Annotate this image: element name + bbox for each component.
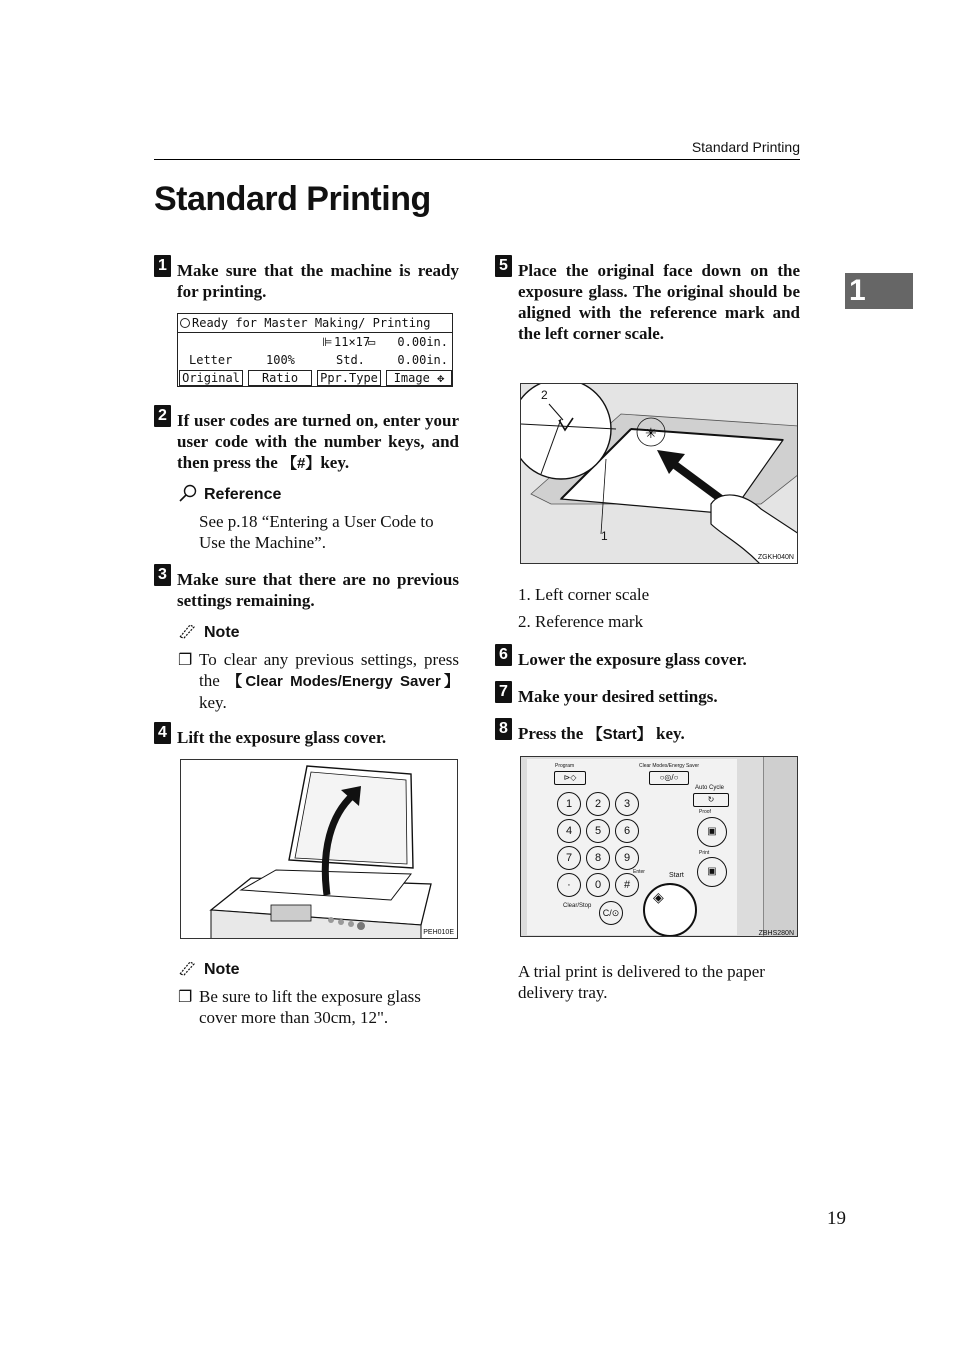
chapter-tab: 1 bbox=[845, 273, 913, 309]
keypad-figure-code: ZBHS280N bbox=[758, 930, 794, 937]
step-8-text-before: Press the bbox=[518, 724, 588, 743]
step-4-text: Lift the exposure glass cover. bbox=[177, 728, 387, 747]
start-diamond-icon: ◈ bbox=[653, 889, 664, 905]
callout-2: 2 bbox=[541, 388, 548, 402]
enter-label: Enter bbox=[633, 869, 645, 875]
cover-figure-code: PEH010E bbox=[423, 929, 454, 936]
step-5-number: 5 bbox=[495, 255, 512, 277]
key-3[interactable]: 3 bbox=[615, 792, 639, 816]
pencil-icon bbox=[178, 963, 202, 980]
lcd-original-value: Letter bbox=[189, 353, 233, 367]
running-header: Standard Printing bbox=[691, 139, 800, 155]
note-heading-1 bbox=[178, 623, 240, 644]
key-6[interactable]: 6 bbox=[615, 819, 639, 843]
paper-orientation-icon: ▭ bbox=[368, 335, 376, 349]
step-1-number: 1 bbox=[154, 255, 171, 277]
note-label-2: Note bbox=[204, 961, 240, 978]
lcd-row-1 bbox=[178, 333, 452, 351]
auto-cycle-label: Auto Cycle bbox=[695, 785, 725, 791]
key-dot[interactable]: · bbox=[557, 873, 581, 897]
tray-icon: ⊫ bbox=[322, 335, 333, 349]
lcd-paper-type-value: Std. bbox=[336, 353, 365, 367]
print-label: Print bbox=[699, 850, 710, 856]
key-0[interactable]: 0 bbox=[586, 873, 610, 897]
step-3-text: Make sure that there are no previous settings remaining. bbox=[177, 570, 459, 610]
svg-text:✳: ✳ bbox=[645, 426, 657, 442]
key-9[interactable]: 9 bbox=[615, 846, 639, 870]
step-2-text-after: key. bbox=[320, 453, 350, 472]
key-1[interactable]: 1 bbox=[557, 792, 581, 816]
lcd-offset-1: 0.00in. bbox=[397, 335, 448, 349]
key-4[interactable]: 4 bbox=[557, 819, 581, 843]
lcd-paper-size: 11×17 bbox=[334, 335, 371, 349]
lcd-status: Ready for Master Making/ Printing bbox=[192, 316, 431, 330]
auto-cycle-button[interactable]: ↻ bbox=[693, 793, 729, 807]
step-6-text: Lower the exposure glass cover. bbox=[518, 650, 747, 669]
step-8-result: A trial print is delivered to the paper delivery tray. bbox=[518, 962, 765, 1002]
note-label-1: Note bbox=[204, 624, 240, 641]
step-2-number: 2 bbox=[154, 405, 171, 427]
proof-button[interactable]: ▣ bbox=[697, 817, 727, 847]
step-8-text bbox=[518, 723, 800, 745]
reference-text: See p.18 “Entering a User Code to Use the Machine”. bbox=[199, 512, 434, 552]
legend-item-1: 1. Left corner scale bbox=[518, 585, 650, 604]
program-button[interactable]: ⊳◇ bbox=[554, 771, 586, 785]
lcd-panel bbox=[177, 313, 453, 387]
lcd-original-button[interactable]: Original bbox=[179, 370, 243, 386]
note-1-text-after: key. bbox=[199, 693, 227, 712]
lift-cover-illustration bbox=[180, 759, 458, 939]
program-label: Program bbox=[555, 763, 575, 769]
key-5[interactable]: 5 bbox=[586, 819, 610, 843]
lcd-ratio-value: 100% bbox=[266, 353, 295, 367]
step-4-number: 4 bbox=[154, 722, 171, 744]
clear-stop-label: Clear/Stop bbox=[563, 903, 592, 909]
ready-indicator-icon bbox=[180, 318, 190, 328]
clear-modes-key-label: 【Clear Modes/Energy Saver】 bbox=[227, 673, 459, 690]
step-2-text bbox=[177, 410, 459, 474]
key-hash[interactable]: # bbox=[615, 873, 639, 897]
checkbox-icon: ❐ bbox=[178, 989, 193, 1006]
note-text-1 bbox=[199, 649, 459, 713]
lcd-row-2 bbox=[178, 351, 452, 369]
legend-item-2: 2. Reference mark bbox=[518, 612, 644, 631]
print-button[interactable]: ▣ bbox=[697, 857, 727, 887]
page-title: Standard Printing bbox=[154, 180, 431, 218]
lcd-image-label: Image bbox=[393, 371, 430, 385]
key-8[interactable]: 8 bbox=[586, 846, 610, 870]
exposure-glass-illustration bbox=[520, 383, 798, 564]
step-5-text: Place the original face down on the exposure glass. The original should be aligned with the reference mark and the left corner scale. bbox=[518, 261, 800, 343]
clear-modes-button[interactable]: ○◎/○ bbox=[649, 771, 689, 785]
lcd-paper-type-button[interactable]: Ppr.Type bbox=[317, 370, 381, 386]
lcd-offset-2: 0.00in. bbox=[397, 353, 448, 367]
note-heading-2 bbox=[178, 960, 240, 981]
step-2-text-before: If user codes are turned on, enter your user code with the number keys, and then press the bbox=[177, 411, 459, 472]
proof-label: Proof bbox=[699, 809, 711, 815]
hash-key-label: 【#】 bbox=[282, 455, 321, 472]
key-2[interactable]: 2 bbox=[586, 792, 610, 816]
reference-heading bbox=[178, 484, 281, 507]
pencil-icon bbox=[178, 626, 202, 643]
lcd-status-row bbox=[178, 314, 452, 333]
start-label: Start bbox=[669, 872, 684, 879]
step-8-text-after: key. bbox=[651, 724, 685, 743]
note-1-text-before: To clear any previous settings, press the bbox=[199, 650, 459, 690]
checkbox-icon: ❐ bbox=[178, 652, 193, 669]
image-adjust-icon: ✥ bbox=[437, 371, 445, 385]
panel-edge bbox=[763, 757, 798, 937]
step-3-number: 3 bbox=[154, 564, 171, 586]
key-7[interactable]: 7 bbox=[557, 846, 581, 870]
callout-1: 1 bbox=[601, 529, 608, 543]
lcd-image-button[interactable] bbox=[386, 370, 452, 386]
step-6-number: 6 bbox=[495, 644, 512, 666]
step-7-text: Make your desired settings. bbox=[518, 687, 718, 706]
start-key-label: 【Start】 bbox=[587, 726, 652, 743]
magnifier-icon bbox=[178, 489, 202, 506]
control-panel-illustration bbox=[520, 756, 798, 937]
step-7-number: 7 bbox=[495, 681, 512, 703]
reference-label: Reference bbox=[204, 486, 282, 503]
clear-stop-button[interactable]: C/⊙ bbox=[599, 901, 623, 925]
header-rule bbox=[154, 159, 800, 160]
glass-figure-code: ZGKH040N bbox=[757, 554, 794, 561]
lcd-ratio-button[interactable]: Ratio bbox=[248, 370, 312, 386]
page-number: 19 bbox=[827, 1208, 846, 1229]
step-1-text: Make sure that the machine is ready for printing. bbox=[177, 261, 459, 301]
step-8-number: 8 bbox=[495, 718, 512, 740]
start-button[interactable] bbox=[643, 883, 697, 937]
clear-modes-label: Clear Modes/Energy Saver bbox=[639, 763, 700, 769]
note-text-2: Be sure to lift the exposure glass cover more than 30cm, 12". bbox=[199, 987, 421, 1027]
